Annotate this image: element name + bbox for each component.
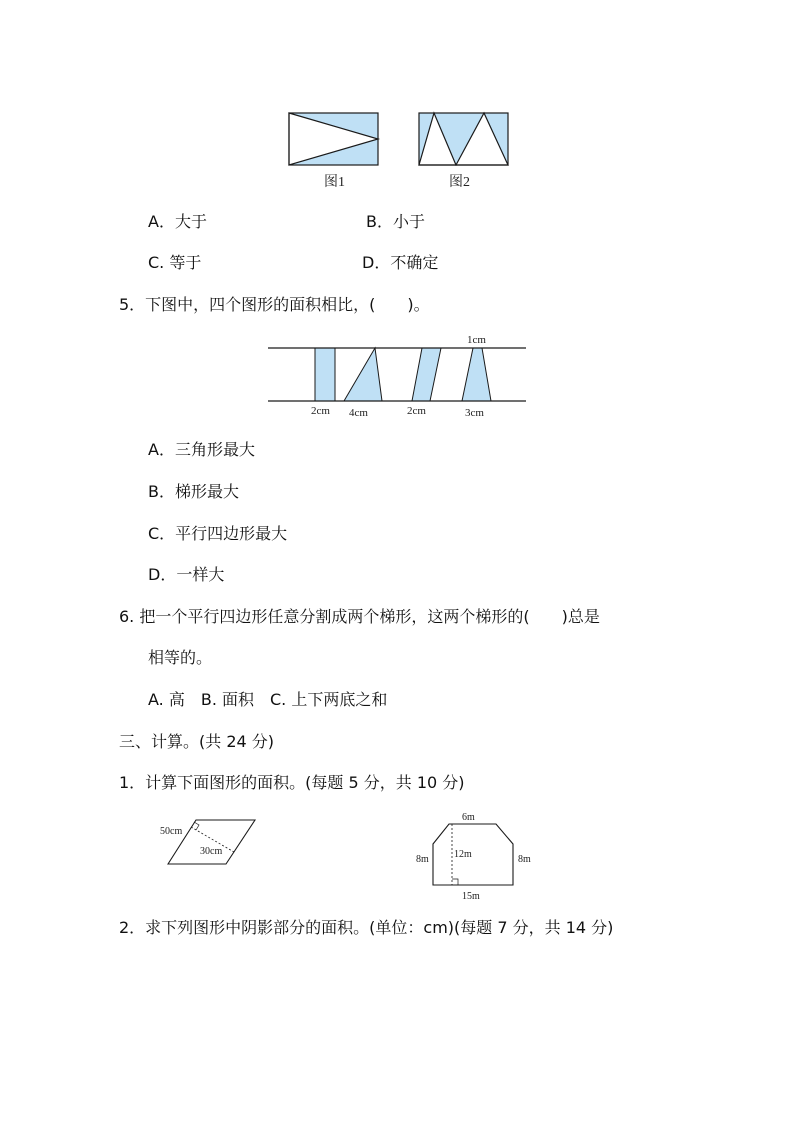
figure-1	[289, 113, 378, 165]
pentagon-shape	[433, 824, 513, 885]
q4-option-d: D．不确定	[362, 253, 439, 272]
section3-q1-stem: 1．计算下面图形的面积。(每题 5 分，共 10 分)	[119, 773, 465, 792]
parallelogram-side-label: 50cm	[160, 826, 183, 837]
q5-rectangle	[315, 348, 335, 401]
figure-2	[419, 113, 508, 165]
q4-option-c: C. 等于	[148, 253, 202, 272]
pentagon-left-label: 8m	[416, 854, 429, 865]
section3-q2-stem: 2．求下列图形中阴影部分的面积。(单位：cm)(每题 7 分，共 14 分)	[119, 918, 614, 937]
q5-option-a: A．三角形最大	[148, 440, 255, 459]
q5-triangle	[344, 348, 382, 401]
q5-trapezoid	[462, 348, 491, 401]
q6-options: A. 高 B. 面积 C. 上下两底之和	[148, 690, 388, 709]
q5-option-c: C．平行四边形最大	[148, 524, 288, 543]
section3-pentagon-figure	[412, 810, 542, 905]
q5-option-d: D．一样大	[148, 565, 225, 584]
q5-triangle-base-label: 4cm	[349, 407, 368, 419]
pentagon-bottom-label: 15m	[462, 891, 480, 902]
section3-parallelogram-figure	[158, 812, 268, 872]
q4-option-b: B．小于	[366, 212, 425, 231]
pentagon-height-label: 12m	[454, 849, 472, 860]
pentagon-top-label: 6m	[462, 812, 475, 823]
q5-stem: 5．下图中，四个图形的面积相比，( )。	[119, 295, 430, 314]
pentagon-right-label: 8m	[518, 854, 531, 865]
q4-option-a: A．大于	[148, 212, 207, 231]
fig2-caption: 图2	[449, 175, 470, 190]
parallelogram-height-label: 30cm	[200, 846, 223, 857]
pentagon-right-angle	[452, 879, 458, 885]
q5-option-b: B．梯形最大	[148, 482, 239, 501]
q5-figure	[262, 330, 534, 422]
q5-trapezoid-base-label: 3cm	[465, 407, 484, 419]
q6-stem-line1: 6. 把一个平行四边形任意分割成两个梯形，这两个梯形的( )总是	[119, 607, 600, 626]
section3-heading: 三、计算。(共 24 分)	[119, 732, 275, 751]
q6-stem-line2: 相等的。	[148, 648, 213, 667]
q5-rect-base-label: 2cm	[311, 405, 330, 417]
fig1-caption: 图1	[324, 175, 345, 190]
q5-parallelogram	[412, 348, 441, 401]
q4-figures	[280, 105, 520, 195]
q5-trapezoid-top-label: 1cm	[467, 334, 486, 346]
q5-parallelogram-base-label: 2cm	[407, 405, 426, 417]
